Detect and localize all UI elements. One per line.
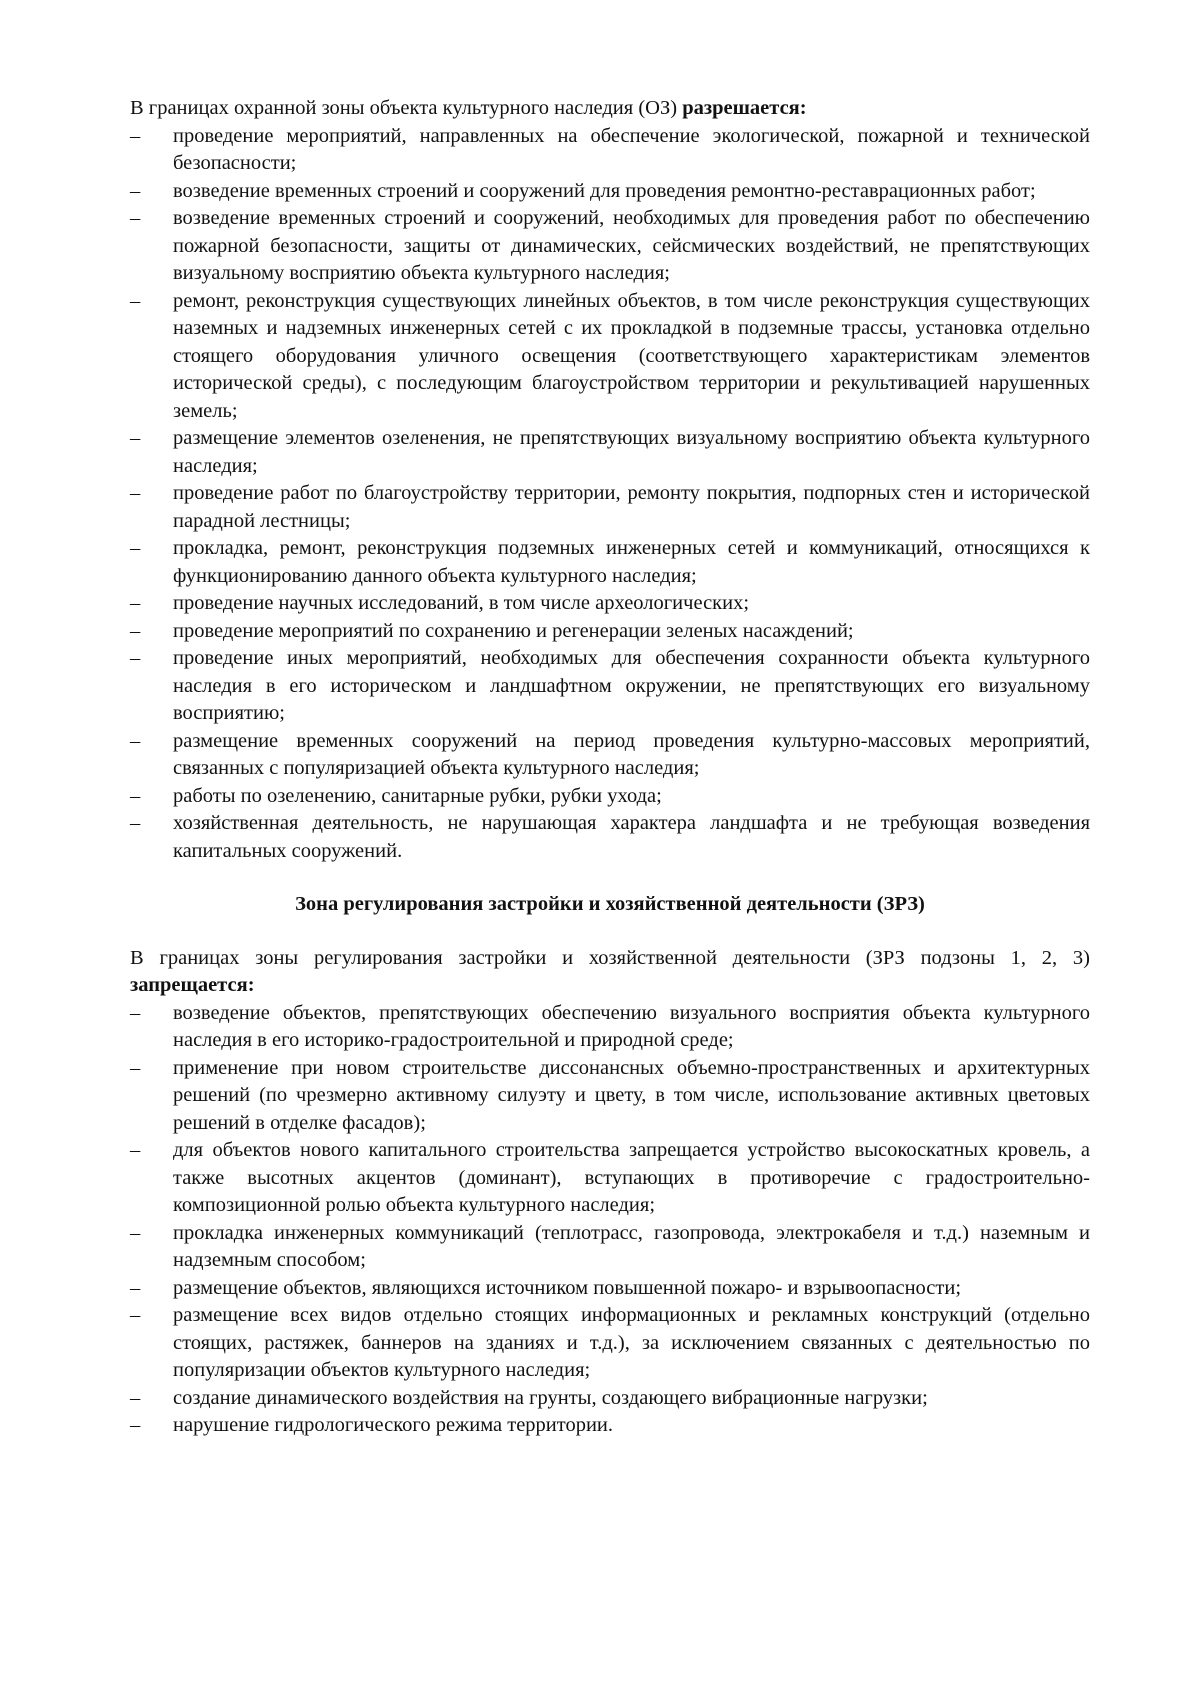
list-item: – возведение временных строений и сооружений для проведения ремонтно-реставрационных работ; — [130, 178, 1090, 206]
section1-intro — [130, 95, 1090, 123]
list-item: – работы по озеленению, санитарные рубки, рубки ухода; — [130, 783, 1090, 811]
list-item: – размещение элементов озеленения, не препятствующих визуальному восприятию объекта культурного наследия; — [130, 425, 1090, 480]
list-item: – нарушение гидрологического режима территории. — [130, 1412, 1090, 1440]
list-item: – прокладка инженерных коммуникаций (теплотрасс, газопровода, электрокабеля и т.д.) наземным и надземным способом; — [130, 1220, 1090, 1275]
list-item: – применение при новом строительстве диссонансных объемно-пространственных и архитектурных решений (по чрезмерно активному силуэту и цвету, в том числе, использование активных цветовых решений в отделке фасадов); — [130, 1055, 1090, 1138]
list-item: – проведение иных мероприятий, необходимых для обеспечения сохранности объекта культурного наследия в его историческом и ландшафтном окружении, не препятствующих его визуальному восприятию; — [130, 645, 1090, 728]
list-item: – возведение объектов, препятствующих обеспечению визуального восприятия объекта культурного наследия в его историко-градостроительной и природной среде; — [130, 1000, 1090, 1055]
list-item: – размещение временных сооружений на период проведения культурно-массовых мероприятий, связанных с популяризацией объекта культурного наследия; — [130, 728, 1090, 783]
section2-intro — [130, 945, 1090, 1000]
list-item: – хозяйственная деятельность, не нарушающая характера ландшафта и не требующая возведения капитальных сооружений. — [130, 810, 1090, 865]
list-item: – проведение работ по благоустройству территории, ремонту покрытия, подпорных стен и исторической парадной лестницы; — [130, 480, 1090, 535]
section1-intro-text: В границах охранной зоны объекта культурного наследия (ОЗ) — [130, 97, 683, 119]
list-item: – возведение временных строений и сооружений, необходимых для проведения работ по обеспечению пожарной безопасности, защиты от динамических, сейсмических воздействий, не препятствующих визуальному восприятию объекта культурного наследия; — [130, 205, 1090, 288]
list-item: – проведение мероприятий по сохранению и регенерации зеленых насаждений; — [130, 618, 1090, 646]
section1-list — [130, 123, 1090, 866]
list-item: – прокладка, ремонт, реконструкция подземных инженерных сетей и коммуникаций, относящихся к функционированию данного объекта культурного наследия; — [130, 535, 1090, 590]
section2-intro-text: В границах зоны регулирования застройки и хозяйственной деятельности (ЗРЗ подзоны 1, 2, 3) — [130, 946, 1090, 969]
section1-intro-bold: разрешается: — [682, 97, 807, 119]
section2-intro-bold: запрещается: — [130, 974, 255, 996]
list-item: – для объектов нового капитального строительства запрещается устройство высокоскатных кровель, а также высотных акцентов (доминант), вступающих в противоречие с градостроительно-композиционной ролью объекта культурного наследия; — [130, 1137, 1090, 1220]
list-item: – проведение мероприятий, направленных на обеспечение экологической, пожарной и технической безопасности; — [130, 123, 1090, 178]
list-item: – ремонт, реконструкция существующих линейных объектов, в том числе реконструкция существующих наземных и надземных инженерных сетей с их прокладкой в подземные трассы, установка отдельно стоящего оборудования уличного освещения (соответствующего характеристикам элементов исторической среды), с последующим благоустройством территории и рекультивацией нарушенных земель; — [130, 288, 1090, 426]
list-item: – размещение всех видов отдельно стоящих информационных и рекламных конструкций (отдельно стоящих, растяжек, баннеров на зданиях и т.д.), за исключением связанных с деятельностью по популяризации объектов культурного наследия; — [130, 1302, 1090, 1385]
list-item: – создание динамического воздействия на грунты, создающего вибрационные нагрузки; — [130, 1385, 1090, 1413]
section2-heading: Зона регулирования застройки и хозяйственной деятельности (ЗРЗ) — [295, 893, 925, 915]
list-item: – проведение научных исследований, в том числе археологических; — [130, 590, 1090, 618]
list-item: – размещение объектов, являющихся источником повышенной пожаро- и взрывоопасности; — [130, 1275, 1090, 1303]
section2-list — [130, 1000, 1090, 1440]
